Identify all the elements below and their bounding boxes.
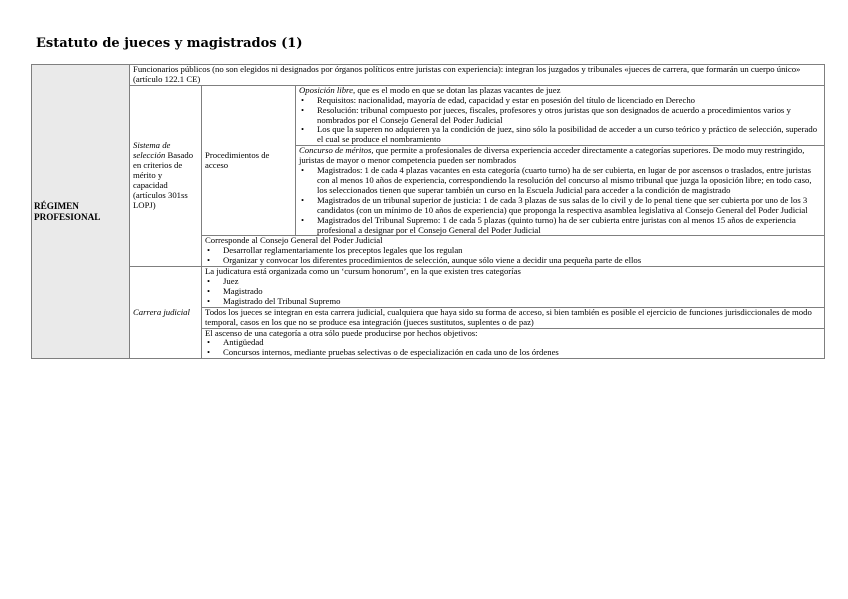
- categorias-heading: La judicatura está organizada como un ‘cursum honorum’, en la que existen tres categorías: [205, 266, 521, 277]
- cgpj-list: [205, 246, 821, 266]
- list-item: • Resolución: tribunal compuesto por jueces, fiscales, profesores y otros juristas que son designados de acuerdo a procedimientos varios y nombrados por el Consejo General del Poder Judicial: [299, 106, 821, 126]
- list-item: • Organizar y convocar los diferentes procedimientos de selección, aunque sólo viene a decidir una pequeña parte de ellos: [205, 256, 821, 266]
- sistema-seleccion-detail: Basado en criterios de mérito y capacidad (artículos 301ss LOPJ): [133, 150, 194, 210]
- concurso-list: [299, 166, 821, 235]
- estatuto-table: [31, 64, 825, 359]
- concurso-meritos-cell: [296, 146, 825, 236]
- list-item: • Concursos internos, mediante pruebas selectivas o de especialización en cada uno de los órdenes: [205, 348, 821, 358]
- list-item: • Magistrados: 1 de cada 4 plazas vacantes en esta categoría (cuarto turno) ha de ser cubierta, en lugar de por ascensos o traslados, entre juristas con al menos 10 años de experiencia, correspondiendo la resolución del concurso al mismo tribunal que juzga la oposición libre; en todo caso, los seleccionados tienen que superar también un curso en la Escuela Judicial para acceder a la condición de magistrado: [299, 166, 821, 196]
- list-item: • Juez: [205, 277, 821, 287]
- concurso-meritos-text: , que permite a profesionales de diversa experiencia acceder directamente a categorías superiores. De modo muy restringido, juristas de mayor o menor competencia pueden ser nombrados: [299, 145, 805, 166]
- sistema-seleccion-cell: [130, 85, 202, 266]
- carrera-judicial-cell: Carrera judicial: [130, 267, 202, 359]
- list-item: • Magistrado del Tribunal Supremo: [205, 297, 821, 307]
- list-item: • Desarrollar reglamentariamente los preceptos legales que los regulan: [205, 246, 821, 256]
- integracion-cell: Todos los jueces se integran en esta carrera judicial, cualquiera que haya sido su forma de acceso, si bien también es posible el ejercicio de funciones jurisdiccionales de modo temporal, casos en los que no se produce esa integración (jueces sustitutos, suplentes o de paz): [202, 307, 825, 328]
- list-item: • Los que la superen no adquieren ya la condición de juez, sino sólo la posibilidad de acceder a un curso teórico y práctico de selección, superado el cual se produce el nombramiento: [299, 125, 821, 145]
- regimen-profesional-cell: RÉGIMEN PROFESIONAL: [32, 65, 130, 359]
- list-item: • Requisitos: nacionalidad, mayoría de edad, capacidad y estar en posesión del título de licenciado en Derecho: [299, 96, 821, 106]
- cgpj-cell: [202, 236, 825, 267]
- oposicion-row: [32, 85, 825, 145]
- ascenso-cell: [202, 328, 825, 359]
- oposicion-libre-text: , que es el modo en que se dotan las plazas vacantes de juez: [352, 84, 561, 95]
- categorias-row: [32, 267, 825, 308]
- list-item: • Magistrado: [205, 287, 821, 297]
- categorias-list: [205, 277, 821, 307]
- intro-row: [32, 65, 825, 86]
- concurso-meritos-term: Concurso de méritos: [299, 145, 372, 156]
- cgpj-heading: Corresponde al Consejo General del Poder Judicial: [205, 235, 383, 246]
- intro-cell: Funcionarios públicos (no son elegidos ni designados por órganos políticos entre juristas con experiencia): integran los juzgados y tribunales «jueces de carrera, que formarán un cuerpo único» (artículo 122.1 CE): [130, 65, 825, 86]
- oposicion-libre-term: Oposición libre: [299, 84, 353, 95]
- page-title: Estatuto de jueces y magistrados (1): [36, 36, 303, 51]
- list-item: • Antigüedad: [205, 338, 821, 348]
- ascenso-heading: El ascenso de una categoría a otra sólo puede producirse por hechos objetivos:: [205, 327, 478, 338]
- oposicion-libre-cell: [296, 85, 825, 145]
- oposicion-list: [299, 96, 821, 146]
- list-item: • Magistrados del Tribunal Supremo: 1 de cada 5 plazas (quinto turno) ha de ser cubierta entre juristas con al menos 15 años de experiencia profesional a designar por el Consejo General del Poder Judicial: [299, 216, 821, 236]
- list-item: • Magistrados de un tribunal superior de justicia: 1 de cada 3 plazas de sus salas de lo civil y de lo penal tiene que ser cubierta por uno de los 3 candidatos (con un mínimo de 10 años de experiencia) que proponga la respectiva asamblea legislativa al Consejo General del Poder Judicial: [299, 196, 821, 216]
- sistema-seleccion-label: Sistema de selección: [133, 140, 171, 161]
- procedimientos-acceso-cell: Procedimientos de acceso: [202, 85, 296, 236]
- categorias-cell: [202, 267, 825, 308]
- ascenso-list: [205, 338, 821, 358]
- concurso-meritos-heading: [299, 146, 821, 166]
